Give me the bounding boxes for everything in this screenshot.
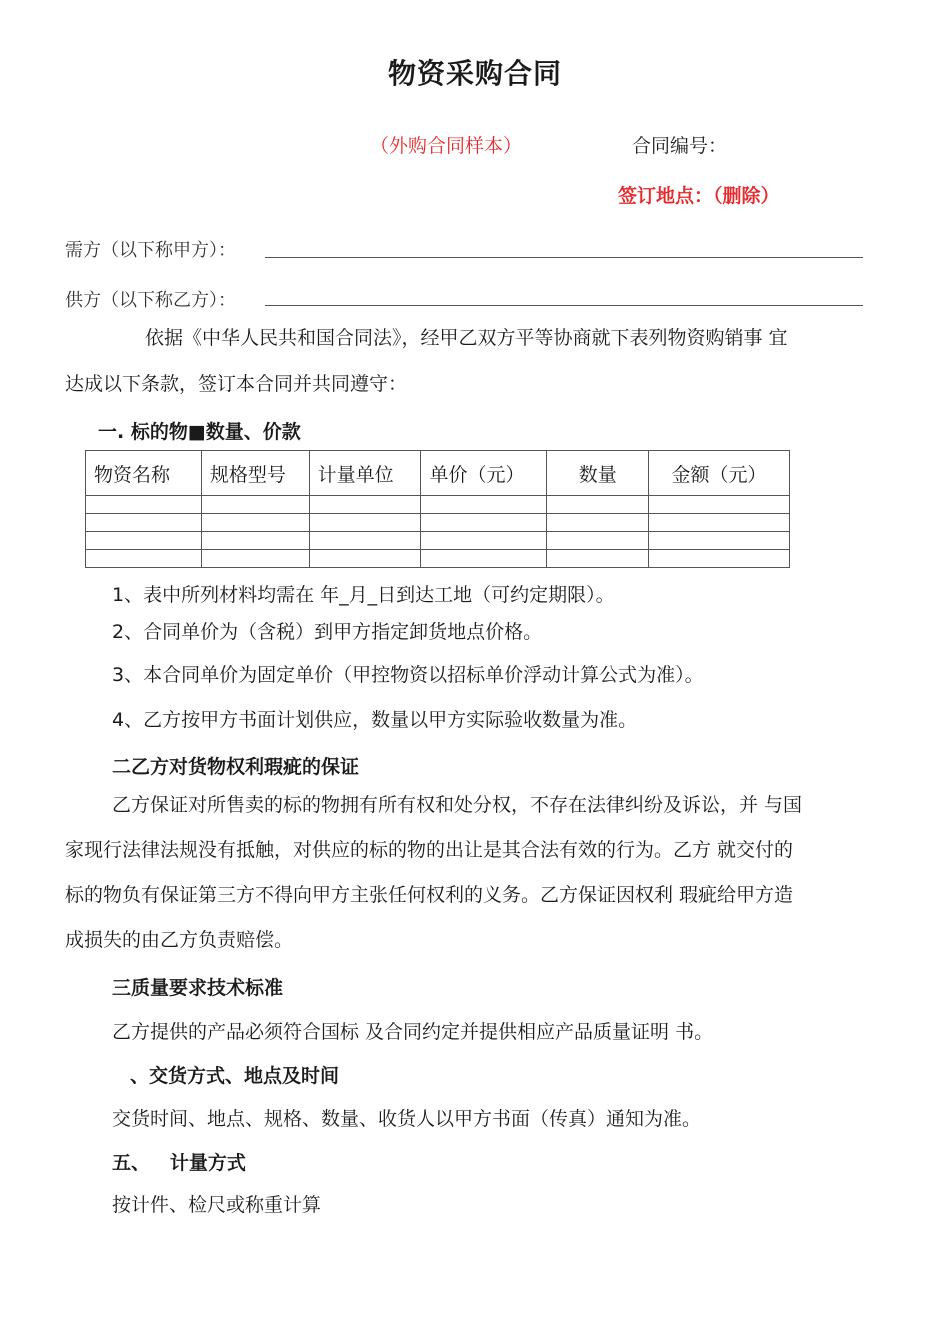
table-cell[interactable] [201,550,309,568]
page-title: 物资采购合同 [387,57,562,90]
note-3: 3、本合同单价为固定单价（甲控物资以招标单价浮动计算公式为准）。 [112,664,704,686]
table-cell[interactable] [547,550,649,568]
table-cell[interactable] [547,532,649,550]
table-cell[interactable] [309,514,421,532]
table-row [86,496,790,514]
table-cell[interactable] [201,496,309,514]
table-cell[interactable] [649,550,790,568]
table-header-cell: 计量单位 [309,451,421,496]
table-cell[interactable] [421,496,547,514]
section-2-line-1: 乙方保证对所售卖的标的物拥有所有权和处分权，不存在法律纠纷及诉讼，并 与国 [112,794,803,816]
section-4-text: 交货时间、地点、规格、数量、收货人以甲方书面（传真）通知为准。 [112,1108,702,1130]
table-cell[interactable] [421,514,547,532]
buyer-fill-line[interactable] [265,257,863,258]
table-header-cell: 单价（元） [421,451,547,496]
sign-place-label: 签订地点：（删除） [618,185,780,207]
table-cell[interactable] [309,496,421,514]
table-cell[interactable] [86,550,202,568]
note-2: 2、合同单价为（含税）到甲方指定卸货地点价格。 [112,621,543,643]
section-2-line-4: 成损失的由乙方负责赔偿。 [65,929,294,951]
seller-fill-line[interactable] [265,305,863,306]
table-cell[interactable] [421,532,547,550]
section-2-line-3: 标的物负有保证第三方不得向甲方主张任何权利的义务。乙方保证因权利 瑕疵给甲方造 [65,884,794,906]
table-header-cell: 物资名称 [86,451,202,496]
section-4-heading: 、交货方式、地点及时间 [130,1065,340,1087]
table-cell[interactable] [547,514,649,532]
table-header-cell: 规格型号 [201,451,309,496]
table-cell[interactable] [649,496,790,514]
table-row [86,550,790,568]
section-2-heading: 二乙方对货物权利瑕疵的保证 [112,756,360,778]
goods-table [85,450,790,568]
table-row [86,514,790,532]
section-2-line-2: 家现行法律法规没有抵触，对供应的标的物的出让是其合法有效的行为。乙方 就交付的 [65,839,794,861]
section-5-heading: 五、 计量方式 [112,1152,246,1174]
table-cell[interactable] [421,550,547,568]
table-cell[interactable] [86,532,202,550]
note-1: 1、表中所列材料均需在 年_月_日到达工地（可约定期限）。 [112,584,615,606]
table-cell[interactable] [86,496,202,514]
section-1-heading: 一. 标的物■数量、价款 [98,421,301,443]
table-header-cell: 数量 [547,451,649,496]
table-cell[interactable] [649,514,790,532]
table-cell[interactable] [649,532,790,550]
table-cell[interactable] [201,514,309,532]
table-row [86,532,790,550]
table-cell[interactable] [309,532,421,550]
table-cell[interactable] [86,514,202,532]
intro-line-2: 达成以下条款，签订本合同并共同遵守： [65,373,408,395]
table-cell[interactable] [309,550,421,568]
section-5-text: 按计件、检尺或称重计算 [112,1194,322,1216]
table-header-cell: 金额（元） [649,451,790,496]
contract-number-label: 合同编号： [632,135,728,157]
intro-line-1: 依据《中华人民共和国合同法》，经甲乙双方平等协商就下表列物资购销事 宜 [145,327,788,349]
table-cell[interactable] [547,496,649,514]
table-cell[interactable] [201,532,309,550]
section-3-text: 乙方提供的产品必须符合国标 及合同约定并提供相应产品质量证明 书。 [112,1021,714,1043]
buyer-label: 需方（以下称甲方）： [65,240,236,261]
note-4: 4、乙方按甲方书面计划供应，数量以甲方实际验收数量为准。 [112,709,638,731]
section-3-heading: 三质量要求技术标准 [112,977,284,999]
sample-label: （外购合同样本） [370,135,523,157]
seller-label: 供方（以下称乙方）： [65,290,236,311]
table-header-row [86,451,790,496]
